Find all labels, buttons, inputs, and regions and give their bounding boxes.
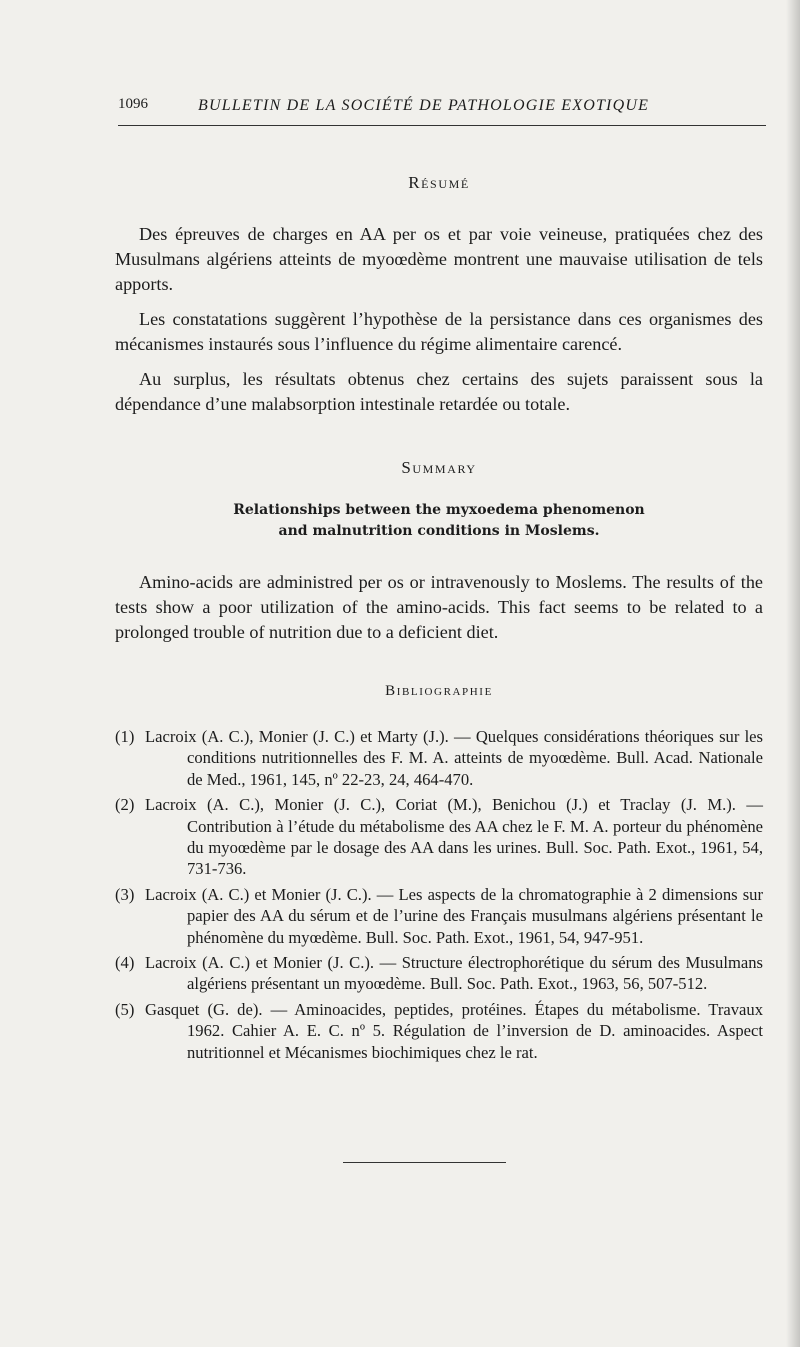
resume-paragraph: Des épreuves de charges en AA per os et par voie veineuse, pratiquées chez des Musulmans algériens atteints de myoœdème montrent une mauvaise utilisation de tels apports. xyxy=(115,224,763,294)
reference-item xyxy=(115,884,763,948)
reference-text: Lacroix (A. C.), Monier (J. C.), Coriat (M.), Benichou (J.) et Traclay (J. M.). — Contribution à l’étude du métabolisme des AA chez le F. M. A. porteur du phénomène du myoœdème par le dosage des AA dans les urines. Bull. Soc. Path. Exot., 1961, 54, 731-736. xyxy=(145,795,763,879)
reference-number: (3) xyxy=(115,884,135,904)
reference-number: (2) xyxy=(115,795,135,815)
reference-item xyxy=(115,794,763,880)
reference-number: (4) xyxy=(115,953,135,973)
page-number: 1096 xyxy=(118,96,148,112)
resume-body xyxy=(115,222,763,427)
summary-subtitle-line: and malnutrition conditions in Moslems. xyxy=(278,523,600,539)
reference-text: Lacroix (A. C.) et Monier (J. C.). — Structure électrophorétique du sérum des Musulmans algériens présentant un myoœdème. Bull. Soc. Path. Exot., 1963, 56, 507-512. xyxy=(145,953,763,994)
summary-subtitle-line: Relationships between the myxoedema phenomenon xyxy=(233,502,645,518)
summary-subtitle xyxy=(115,500,763,542)
header-rule xyxy=(118,125,766,126)
reference-number: (1) xyxy=(115,727,135,746)
reference-text: Lacroix (A. C.) et Monier (J. C.). — Les aspects de la chromatographie à 2 dimensions sur papier des AA du sérum et de l’urine des Français musulmans algériens présentant le phénomène du myœdème. Bull. Soc. Path. Exot., 1961, 54, 947-951. xyxy=(145,884,763,947)
running-head xyxy=(118,96,766,122)
end-rule xyxy=(343,1162,506,1163)
summary-paragraph: Amino-acids are administred per os or intravenously to Moslems. The results of the tests show a poor utilization of the amino-acids. This fact seems to be related to a prolonged trouble of nutrition due to a deficient diet. xyxy=(115,572,763,642)
reference-list xyxy=(115,726,763,1067)
resume-paragraph: Au surplus, les résultats obtenus chez certains des sujets paraissent sous la dépendance d’une malabsorption intestinale retardée ou totale. xyxy=(115,369,763,414)
summary-heading: Summary xyxy=(401,458,477,477)
reference-number: (5) xyxy=(115,999,135,1019)
resume-heading: Résumé xyxy=(408,173,470,192)
bibliography-heading: Bibliographie xyxy=(385,683,493,699)
resume-paragraph: Les constatations suggèrent l’hypothèse de la persistance dans ces organismes des mécanismes instaurés sous l’influence du régime alimentaire carencé. xyxy=(115,309,763,354)
reference-text: Lacroix (A. C.), Monier (J. C.) et Marty (J.). — Quelques considérations théoriques sur les conditions nutritionnelles des F. M. A. atteints de myoœdème. Bull. Acad. Nationale de Med., 1961, 145, nº 22-23, 24, 464-470. xyxy=(145,727,763,789)
reference-item xyxy=(115,952,763,995)
reference-item xyxy=(115,999,763,1063)
summary-body xyxy=(115,570,763,655)
page-edge-shadow xyxy=(786,0,800,1347)
journal-title: BULLETIN DE LA SOCIÉTÉ DE PATHOLOGIE EXOTIQUE xyxy=(198,97,650,114)
reference-item xyxy=(115,726,763,790)
reference-text: Gasquet (G. de). — Aminoacides, peptides, protéines. Étapes du métabolisme. Travaux 1962. Cahier A. E. C. nº 5. Régulation de l’inversion de D. aminoacides. Aspect nutritionnel et Mécanismes biochimiques chez le rat. xyxy=(145,999,763,1062)
